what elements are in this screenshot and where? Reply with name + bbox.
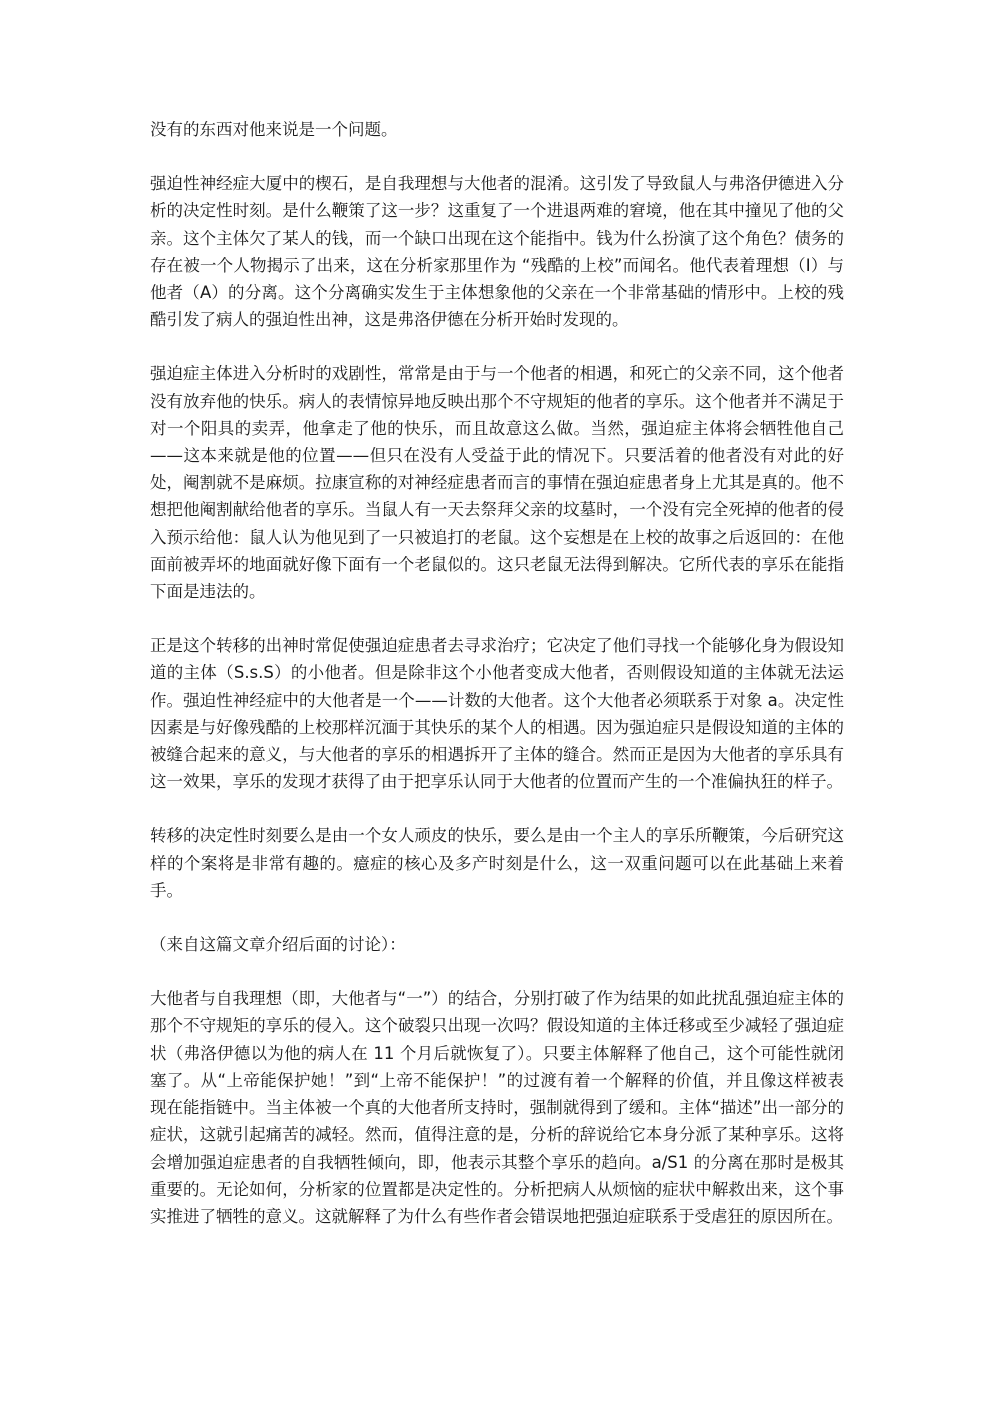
paragraph-6: （来自这篇文章介绍后面的讨论）：: [150, 935, 406, 955]
paragraph-7: 大他者与自我理想（即，大他者与“一”）的结合，分别打破了作为结果的如此扰乱强迫症主体的那个不守规矩的享乐的侵入。这个破裂只出现一次吗？假设知道的主体迁移或至少减轻了强迫症状（弗洛伊德以为他的病人在 11 个月后就恢复了）。只要主体解释了他自己，这个可能性就闭塞了。从“上帝能保护她！”到“上帝不能保护！”的过渡有着一个解释的价值，并且像这样被表现在能指链中。当主体被一个真的大他者所支持时，强制就得到了缓和。主体“描述”出一部分的症状，这就引起痛苦的减轻。然而，值得注意的是，分析的辞说给它本身分派了某种享乐。这将会增加强迫症患者的自我牺牲倾向，即，他表示其整个享乐的趋向。a/S1 的分离在那时是极其重要的。无论如何，分析家的位置都是决定性的。分析把病人从烦恼的症状中解救出来，这个事实推进了牺牲的意义。这就解释了为什么有些作者会错误地把强迫症联系于受虐狂的原因所在。: [150, 989, 844, 1226]
paragraph-4: 正是这个转移的出神时常促使强迫症患者去寻求治疗；它决定了他们寻找一个能够化身为假设知道的主体（S.s.S）的小他者。但是除非这个小他者变成大他者，否则假设知道的主体就无法运作。强迫性神经症中的大他者是一个——计数的大他者。这个大他者必须联系于对象 a。决定性因素是与好像残酷的上校那样沉湎于其快乐的某个人的相遇。因为强迫症只是假设知道的主体的被缝合起来的意义，与大他者的享乐的相遇拆开了主体的缝合。然而正是因为大他者的享乐具有这一效果，享乐的发现才获得了由于把享乐认同于大他者的位置而产生的一个准偏执狂的样子。: [150, 636, 844, 792]
paragraph-5: 转移的决定性时刻要么是由一个女人顽皮的快乐，要么是由一个主人的享乐所鞭策，今后研究这样的个案将是非常有趣的。癔症的核心及多产时刻是什么，这一双重问题可以在此基础上来着手。: [150, 826, 844, 900]
paragraph-3: 强迫症主体进入分析时的戏剧性，常常是由于与一个他者的相遇，和死亡的父亲不同，这个他者没有放弃他的快乐。病人的表情惊异地反映出那个不守规矩的他者的享乐。这个他者并不满足于对一个阳具的卖弄，他拿走了他的快乐，而且故意这么做。当然，强迫症主体将会牺牲他自己——这本来就是他的位置——但只在没有人受益于此的情况下。只要活着的他者没有对此的好处，阉割就不是麻烦。拉康宣称的对神经症患者而言的事情在强迫症患者身上尤其是真的。他不想把他阉割献给他者的享乐。当鼠人有一天去祭拜父亲的坟墓时，一个没有完全死掉的他者的侵入预示给他：鼠人认为他见到了一只被追打的老鼠。这个妄想是在上校的故事之后返回的：在他面前被弄坏的地面就好像下面有一个老鼠似的。这只老鼠无法得到解决。它所代表的享乐在能指下面是违法的。: [150, 364, 844, 602]
paragraph-2: 强迫性神经症大厦中的楔石，是自我理想与大他者的混淆。这引发了导致鼠人与弗洛伊德进入分析的决定性时刻。是什么鞭策了这一步？这重复了一个进退两难的窘境，他在其中撞见了他的父亲。这个主体欠了某人的钱，而一个缺口出现在这个能指中。钱为什么扮演了这个角色？债务的存在被一个人物揭示了出来，这在分析家那里作为 “残酷的上校”而闻名。他代表着理想（I）与他者（A）的分离。这个分离确实发生于主体想象他的父亲在一个非常基础的情形中。上校的残酷引发了病人的强迫性出神，这是弗洛伊德在分析开始时发现的。: [150, 174, 844, 330]
paragraph-1: 没有的东西对他来说是一个问题。: [150, 120, 398, 139]
document-page: [150, 116, 844, 1257]
